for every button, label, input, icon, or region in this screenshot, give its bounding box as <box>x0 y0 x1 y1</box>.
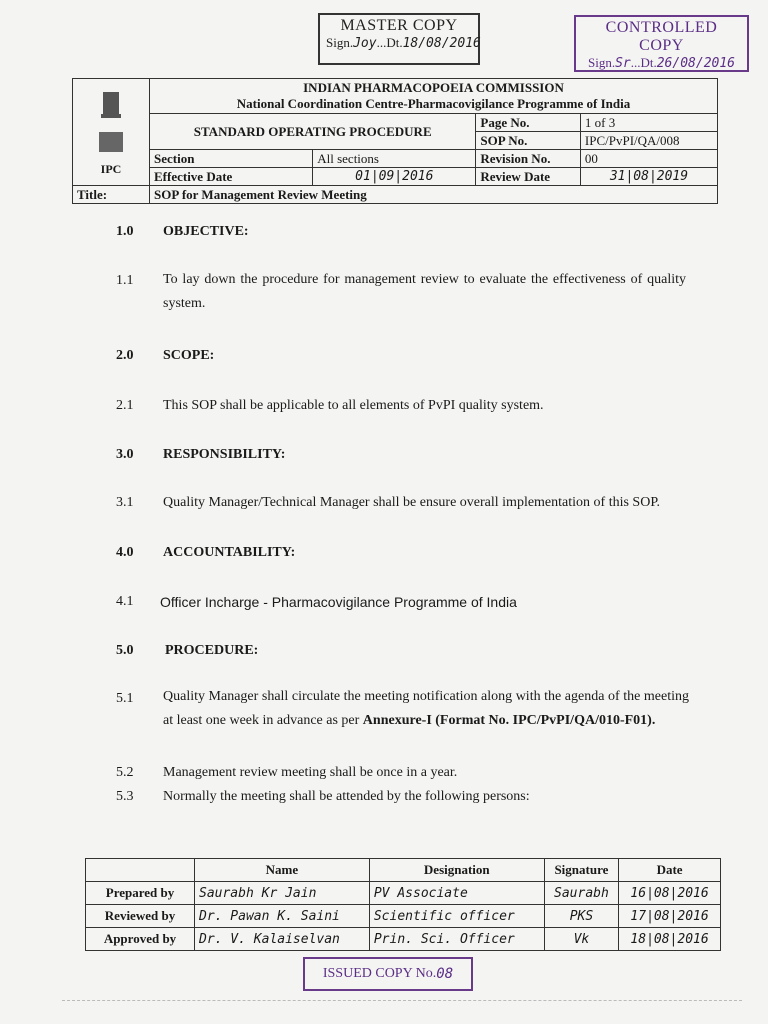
section-value: All sections <box>313 150 476 168</box>
signoff-header-date: Date <box>619 859 721 882</box>
row-date: 16|08|2016 <box>619 882 721 905</box>
row-label: Prepared by <box>86 882 195 905</box>
sop-header-table <box>72 78 718 204</box>
row-name: Dr. Pawan K. Saini <box>195 905 370 928</box>
effective-value: 01|09|2016 <box>313 168 476 186</box>
master-sign: Joy <box>353 36 377 51</box>
row-label: Approved by <box>86 928 195 951</box>
table-row <box>86 905 721 928</box>
row-label: Reviewed by <box>86 905 195 928</box>
s5-1-text-a: Quality Manager shall circulate the meeting notification along with the agenda of the meeting at least one week in advance as per <box>163 689 689 728</box>
effective-label: Effective Date <box>150 168 313 186</box>
row-signature: PKS <box>544 905 618 928</box>
issued-copy-stamp <box>303 957 473 991</box>
row-signature: Vk <box>544 928 618 951</box>
s1-1-text: To lay down the procedure for management review to evaluate the effectiveness of quality system. <box>163 272 686 311</box>
controlled-copy-stamp: CONTROLLED COPY Sign.Sr...Dt.26/08/2016 <box>574 15 749 72</box>
s5-3-num: 5.3 <box>116 789 134 804</box>
controlled-sign: Sr <box>615 56 631 71</box>
ipc-logo <box>73 79 150 186</box>
row-date: 18|08|2016 <box>619 928 721 951</box>
centre-name: National Coordination Centre-Pharmacovigilance Programme of India <box>236 96 631 111</box>
title-value: SOP for Management Review Meeting <box>150 186 718 204</box>
row-designation: PV Associate <box>369 882 544 905</box>
s5-3-text: Normally the meeting shall be attended by the following persons: <box>163 789 530 804</box>
row-signature: Saurabh <box>544 882 618 905</box>
title-label: Title: <box>73 186 150 204</box>
org-name: INDIAN PHARMACOPOEIA COMMISSION <box>303 80 564 95</box>
s2-1-text: This SOP shall be applicable to all elements of PvPI quality system. <box>163 398 544 413</box>
controlled-date: 26/08/2016 <box>656 56 736 71</box>
s1-num: 1.0 <box>116 224 134 239</box>
s2-num: 2.0 <box>116 348 134 363</box>
sop-label: SOP No. <box>476 132 581 150</box>
s3-title: RESPONSIBILITY: <box>163 447 286 462</box>
s5-1-num: 5.1 <box>116 691 134 706</box>
table-row <box>86 882 721 905</box>
signoff-table <box>85 858 721 951</box>
revision-label: Revision No. <box>476 150 581 168</box>
footer-divider <box>62 1000 742 1001</box>
sop-value: IPC/PvPI/QA/008 <box>580 132 717 150</box>
s5-2-text: Management review meeting shall be once in a year. <box>163 765 458 780</box>
review-value: 31|08|2019 <box>580 168 717 186</box>
review-label: Review Date <box>476 168 581 186</box>
master-date-label: Dt <box>386 35 400 50</box>
s5-1-text-b: Annexure-I (Format No. IPC/PvPI/QA/010-F01). <box>362 713 656 728</box>
controlled-copy-title: CONTROLLED COPY <box>605 19 718 54</box>
master-date: 18/08/2016 <box>402 36 481 51</box>
doc-type: STANDARD OPERATING PROCEDURE <box>150 114 476 150</box>
s4-title: ACCOUNTABILITY: <box>163 545 296 560</box>
master-sign-label: Sign <box>326 35 350 50</box>
row-designation: Scientific officer <box>369 905 544 928</box>
s4-num: 4.0 <box>116 545 134 560</box>
signoff-header-name: Name <box>195 859 370 882</box>
signoff-header-designation: Designation <box>369 859 544 882</box>
signoff-header-row <box>86 859 721 882</box>
s3-1-text: Quality Manager/Technical Manager shall be ensure overall implementation of this SOP. <box>163 495 661 510</box>
s5-num: 5.0 <box>116 643 134 658</box>
row-designation: Prin. Sci. Officer <box>369 928 544 951</box>
master-copy-stamp: MASTER COPY Sign.Joy...Dt.18/08/2016 <box>318 13 480 65</box>
row-name: Saurabh Kr Jain <box>195 882 370 905</box>
row-date: 17|08|2016 <box>619 905 721 928</box>
table-row <box>86 928 721 951</box>
master-copy-title: MASTER COPY <box>340 17 458 34</box>
section-label: Section <box>150 150 313 168</box>
s4-1-text: Officer Incharge - Pharmacovigilance Programme of India <box>160 594 517 610</box>
controlled-date-label: Dt <box>640 55 654 70</box>
s3-1-num: 3.1 <box>116 495 134 510</box>
page-label: Page No. <box>476 114 581 132</box>
row-name: Dr. V. Kalaiselvan <box>195 928 370 951</box>
controlled-sign-label: Sign <box>587 55 612 70</box>
signoff-header-signature: Signature <box>544 859 618 882</box>
revision-value: 00 <box>580 150 717 168</box>
s2-title: SCOPE: <box>163 348 215 363</box>
s2-1-num: 2.1 <box>116 398 134 413</box>
emblem-icon <box>91 88 131 158</box>
issued-number: 08 <box>436 966 454 982</box>
s3-num: 3.0 <box>116 447 134 462</box>
signoff-blank-header <box>86 859 195 882</box>
s5-2-num: 5.2 <box>116 765 134 780</box>
s1-title: OBJECTIVE: <box>163 224 249 239</box>
s4-1-num: 4.1 <box>116 594 134 609</box>
org-cell <box>150 79 718 114</box>
issued-label: ISSUED COPY No. <box>322 966 437 981</box>
s1-1-num: 1.1 <box>116 273 134 288</box>
s5-title: PROCEDURE: <box>165 643 259 658</box>
s5-1-text <box>163 685 689 733</box>
page-value: 1 of 3 <box>580 114 717 132</box>
logo-text: IPC <box>100 161 122 176</box>
